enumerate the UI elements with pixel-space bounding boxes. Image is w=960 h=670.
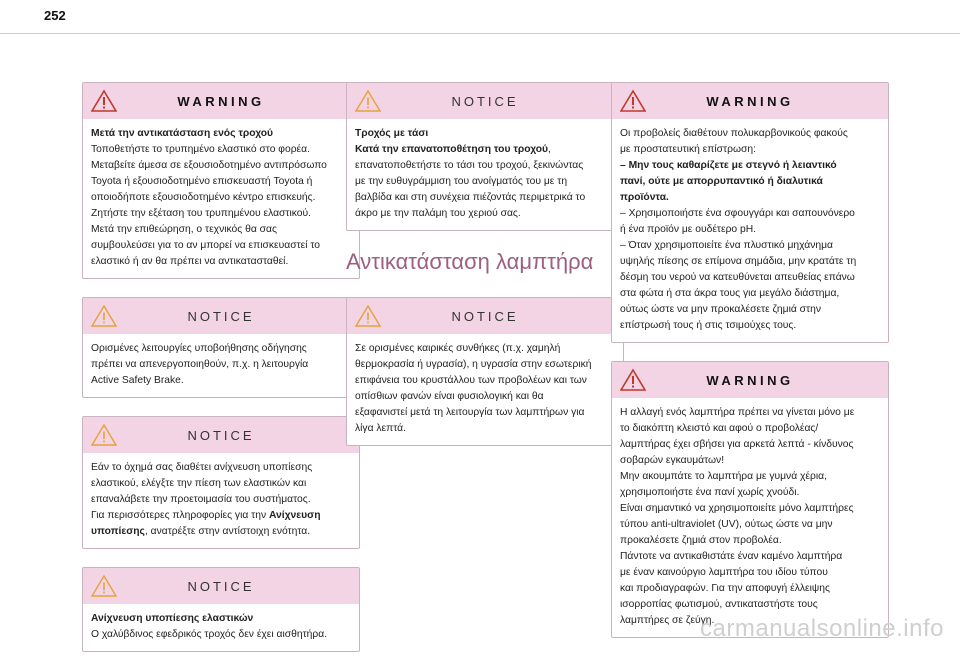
text-line: επαναλάβετε την προετοιμασία του συστήματος. [91,494,311,505]
cross-reference: υποπίεσης [91,526,145,537]
text-line: βαλβίδα και στη συνέχεια πιέζοντάς περιμετρικά το [355,192,586,203]
page-number: 252 [44,8,66,23]
warning-body [612,398,888,637]
text-run: Για περισσότερες πληροφορίες για την [91,510,269,521]
warning-box-wheel-replacement [82,82,360,279]
warning-header [612,362,888,398]
notice-triangle-icon [91,574,117,598]
text-line: λαμπτήρας έχει σβήσει για αρκετά λεπτά - κίνδυνος [620,439,854,450]
text-line: επίστρωσή τους ή στις τσιμούχες τους. [620,320,797,331]
text-line: Toyota ή εξουσιοδοτημένο επισκευαστή Toyota ή [91,176,313,187]
notice-triangle-icon [91,304,117,328]
notice-box-condensation [346,297,624,446]
text-line: εξαφανιστεί μετά τη λειτουργία των λαμπτήρων για [355,407,585,418]
text-line: Οι προβολείς διαθέτουν πολυκαρβονικούς φακούς [620,128,848,139]
text-line: οποιοδήποτε εξουσιοδοτημένο κέντρο επισκευής. [91,192,316,203]
text-line: Είναι σημαντικό να χρησιμοποιείτε μόνο λαμπτήρες [620,503,854,514]
warning-triangle-icon [91,89,117,113]
text-line: πανί, ούτε με απορρυπαντικό ή διαλυτικά [620,176,823,187]
text-line: πρέπει να απενεργοποιηθούν, π.χ. η λειτουργία [91,359,309,370]
warning-title: WARNING [177,93,265,109]
text-line: ούτως ώστε να μην προκαλέσετε ζημιά στην [620,304,821,315]
column-1 [82,82,360,670]
text-line: Ανίχνευση υποπίεσης ελαστικών [91,613,254,624]
text-line: με την ευθυγράμμιση του ανοίγματός του με τη [355,176,568,187]
text-line: Μετά την αντικατάσταση ενός τροχού [91,128,274,139]
notice-title: NOTICE [451,308,519,324]
text-line: ισορροπίας φωτισμού, αντικαταστήστε τους [620,599,818,610]
notice-body [347,119,623,230]
text-line: Η αλλαγή ενός λαμπτήρα πρέπει να γίνεται μόνο με [620,407,855,418]
notice-body [83,334,359,397]
text-line: λαμπτήρες σε ζεύγη. [620,615,715,626]
text-line: Ζητήστε την εξέταση του τρυπημένου ελαστικού. [91,208,312,219]
text-line [355,142,615,158]
warning-title: WARNING [706,372,794,388]
warning-header [612,83,888,119]
text-line [91,524,351,540]
notice-header [83,568,359,604]
text-line: προκαλέσετε ζημιά στον προβολέα. [620,535,782,546]
warning-box-headlamp-lenses [611,82,889,343]
notice-triangle-icon [91,423,117,447]
notice-body [347,334,623,445]
notice-header [83,298,359,334]
text-line: – Χρησιμοποιήστε ένα σφουγγάρι και σαπουνόνερο [620,208,855,219]
section-title: Αντικατάσταση λαμπτήρα [346,249,594,274]
warning-box-bulb-change [611,361,889,638]
text-line: οπίσθιων φανών είναι φυσιολογική και θα [355,391,544,402]
notice-title: NOTICE [451,93,519,109]
text-line: Active Safety Brake. [91,375,184,386]
text-line: και προδιαγραφών. Για την αποφυγή έλλειψης [620,583,830,594]
notice-title: NOTICE [187,427,255,443]
text-line: τύπου anti-ultraviolet (UV), ούτως ώστε να μην [620,519,833,530]
notice-box-wheel-trim [346,82,624,231]
header-rule [0,33,960,34]
text-line: Τοποθετήστε το τρυπημένο ελαστικό στο φορέα. [91,144,310,155]
warning-body [83,119,359,278]
text-line: Μην ακουμπάτε το λαμπτήρα με γυμνά χέρια, [620,471,827,482]
text-line: προϊόντα. [620,192,669,203]
text-line: υψηλής πίεσης σε επίμονα σημάδια, μην κρατάτε τη [620,256,857,267]
text-line: – Μην τους καθαρίζετε με στεγνό ή λειαντικό [620,160,837,171]
warning-body [612,119,888,342]
notice-triangle-icon [355,304,381,328]
notice-body [83,453,359,548]
text-run: , [548,144,551,155]
text-line: – Όταν χρησιμοποιείτε ένα πλυστικό μηχάνημα [620,240,833,251]
warning-triangle-icon [620,368,646,392]
text-line: ή ένα προϊόν με ουδέτερο pH. [620,224,757,235]
text-line: θερμοκρασία ή υγρασία), η υγρασία στην εσωτερική [355,359,592,370]
column-3 [611,82,889,656]
text-line: ελαστικό ή αν θα πρέπει να αντικατασταθεί. [91,256,289,267]
column-2 [346,82,624,464]
text-run: Κατά την επανατοποθέτηση του τροχού [355,144,549,155]
warning-title: WARNING [706,93,794,109]
notice-body [83,604,359,651]
text-line: συμβουλεύσει για το αν μπορεί να επισκευαστεί το [91,240,321,251]
text-line: Ο χαλύβδινος εφεδρικός τροχός δεν έχει αισθητήρα. [91,629,328,640]
warning-triangle-icon [620,89,646,113]
text-line: σοβαρών εγκαυμάτων! [620,455,725,466]
text-line: Σε ορισμένες καιρικές συνθήκες (π.χ. χαμηλή [355,343,561,354]
text-line: το διακόπτη κλειστό και αφού ο προβολέας/ [620,423,819,434]
notice-triangle-icon [355,89,381,113]
notice-title: NOTICE [187,578,255,594]
cross-reference: Ανίχνευση [268,510,321,521]
text-run: , ανατρέξτε στην αντίστοιχη ενότητα. [144,526,311,537]
text-line: Ορισμένες λειτουργίες υποβοήθησης οδήγησης [91,343,307,354]
text-line: ελαστικού, ελέγξτε την πίεση των ελαστικών και [91,478,307,489]
text-line: Μετά την επιθεώρηση, ο τεχνικός θα σας [91,224,277,235]
text-line: άκρο με την παλάμη του χεριού σας. [355,208,521,219]
text-line: με έναν καινούργιο λαμπτήρα του ιδίου τύπου [620,567,828,578]
text-line: Τροχός με τάσι [355,128,429,139]
text-line: Μεταβείτε άμεσα σε εξουσιοδοτημένο αντιπρόσωπο [91,160,327,171]
text-line: επιφάνεια του κρυστάλλου των προβολέων και των [355,375,587,386]
text-line: στα φώτα ή στα άκρα τους για μεγάλο διάστημα, [620,288,840,299]
notice-header [347,83,623,119]
text-line: χρησιμοποιήστε ένα πανί χωρίς χνούδι. [620,487,800,498]
text-line: λίγα λεπτά. [355,423,406,434]
text-line: με προστατευτική επίστρωση: [620,144,756,155]
watermark: carmanualsonline.info [700,615,944,642]
notice-box-underinflation-reset [82,416,360,549]
text-line [91,508,351,524]
text-line: δέσμη του νερού να κατευθύνεται απευθείας επάνω [620,272,855,283]
text-line: Εάν το όχημά σας διαθέτει ανίχνευση υποπίεσης [91,462,313,473]
warning-header [83,83,359,119]
text-line: επανατοποθετήστε το τάσι του τροχού, ξεκινώντας [355,160,584,171]
notice-header [347,298,623,334]
notice-header [83,417,359,453]
notice-title: NOTICE [187,308,255,324]
text-line: Πάντοτε να αντικαθιστάτε έναν καμένο λαμπτήρα [620,551,843,562]
notice-box-spare-wheel-sensor [82,567,360,652]
notice-box-driving-assistance [82,297,360,398]
